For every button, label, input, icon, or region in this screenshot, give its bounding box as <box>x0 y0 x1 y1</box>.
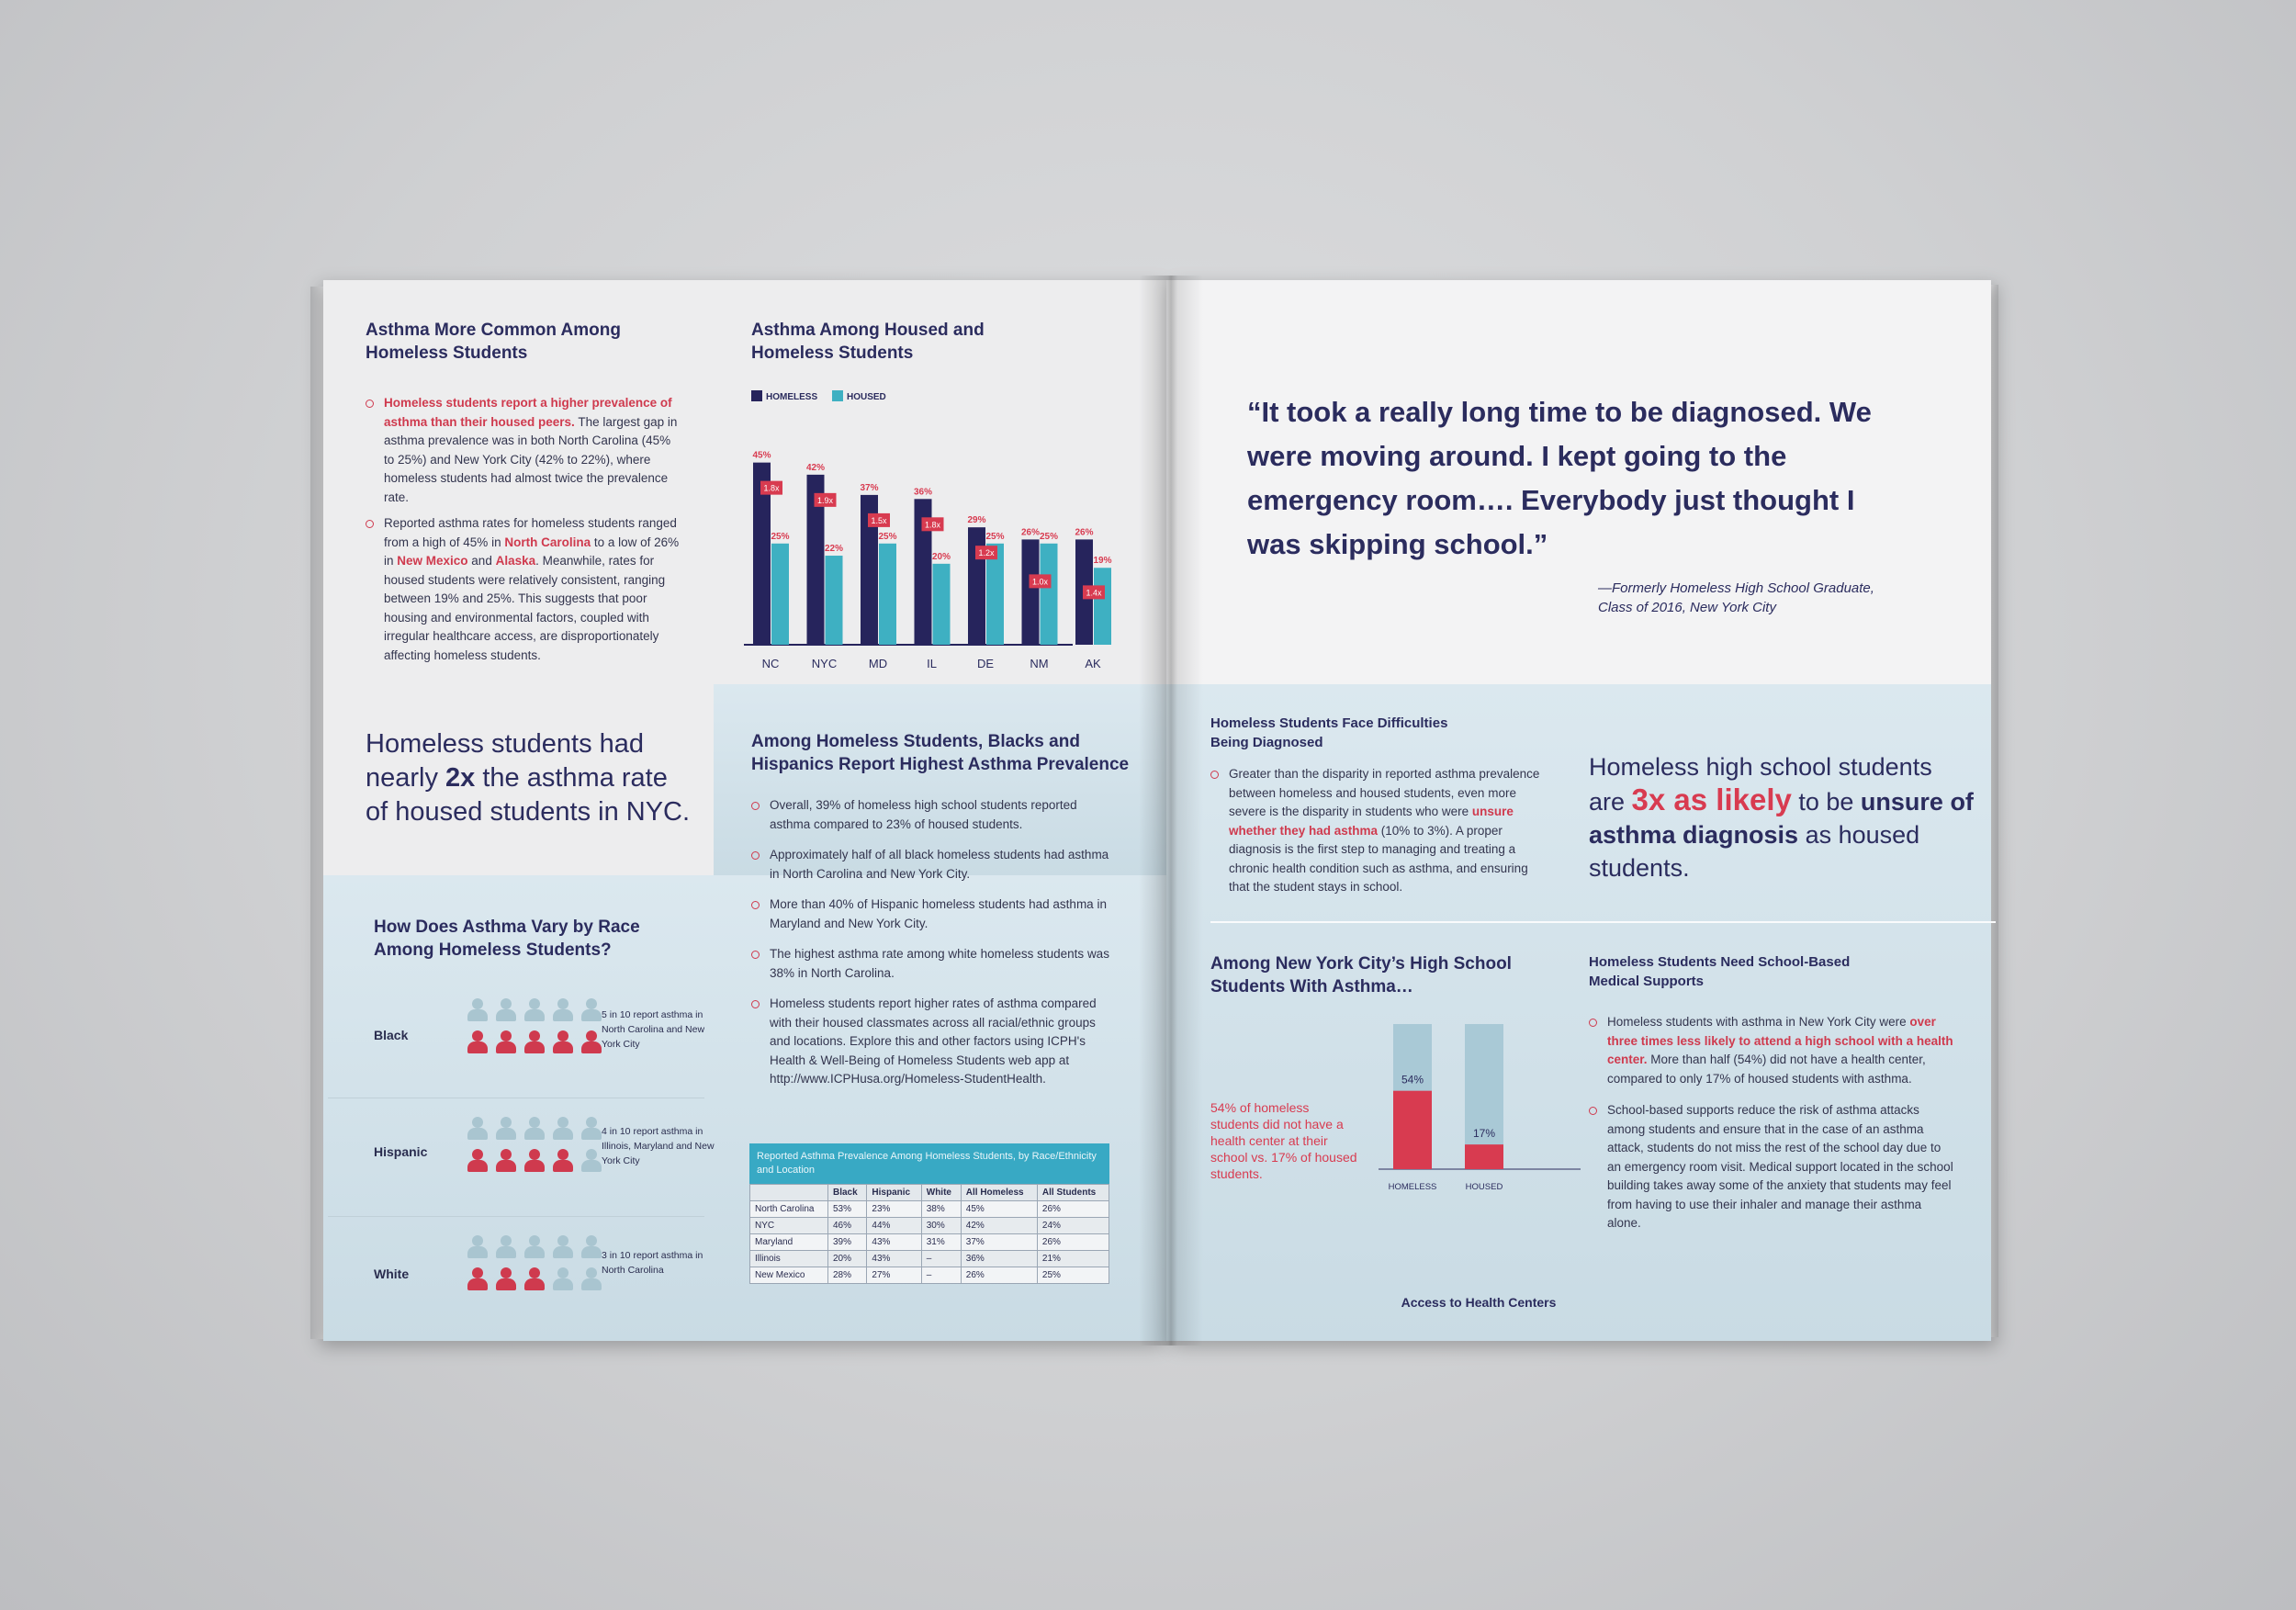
race-label-hispanic: Hispanic <box>374 1144 428 1159</box>
table-cell: 25% <box>1037 1267 1109 1284</box>
race-row-black <box>328 980 704 1098</box>
stat-text-a: Homeless students had nearly <box>366 729 645 793</box>
person-icon <box>580 1117 603 1139</box>
section-title-asthma-common: Asthma More Common Among Homeless Students <box>366 321 621 363</box>
person-icon <box>494 1117 518 1139</box>
ratio-label-DE: 1.2x <box>978 548 995 558</box>
bullet-2 <box>366 514 682 665</box>
category-label-MD: MD <box>868 657 888 670</box>
table-header-row <box>750 1185 1109 1201</box>
supports-text-a: Homeless students with asthma in New York City were <box>1607 1015 1910 1029</box>
person-icon-red <box>494 1267 518 1289</box>
divider <box>1210 921 1996 923</box>
diagnosed-text-a: Greater than the disparity in reported asthma prevalence between homeless and housed students, even more severe is the disparity in students who were <box>1229 767 1540 818</box>
table-header-cell <box>750 1185 828 1201</box>
value-label-homeless-DE: 29% <box>967 515 986 526</box>
quote-attribution <box>1598 579 1929 617</box>
section-title-blacks-hispanics: Among Homeless Students, Blacks and Hispanics Report Highest Asthma Prevalence <box>751 732 1130 774</box>
person-icon <box>551 998 575 1020</box>
table-cell: 46% <box>827 1218 866 1234</box>
race-label-white: White <box>374 1267 410 1281</box>
access-bar-chart <box>1373 1015 1584 1217</box>
bullet-white: The highest asthma rate among white homeless students was 38% in North Carolina. <box>751 945 1119 983</box>
bar-housed-IL <box>933 564 951 645</box>
bullet-black: Approximately half of all black homeless students had asthma in North Carolina and New York City. <box>751 846 1119 884</box>
left-page <box>323 280 1168 1341</box>
legend-housed-label: HOUSED <box>847 392 886 402</box>
bar-housed-NC <box>771 544 789 645</box>
value-label-housed-NC: 25% <box>771 531 790 542</box>
person-icon-red <box>466 1030 490 1053</box>
person-icon <box>551 1267 575 1289</box>
pictogram-hispanic <box>466 1117 613 1176</box>
value-label-housed-NYC: 22% <box>824 544 844 555</box>
access-value-HOUSED: 17% <box>1472 1127 1496 1141</box>
bullet-explore: Homeless students report higher rates of asthma compared with their housed classmates across all racial/ethnic groups and locations. Explore this and other factors using ICPH's Health & Well-Being of Homeless Students web app at http://www.ICPHusa.org/Homeless-StudentHealth. <box>751 995 1119 1089</box>
table-cell: 43% <box>867 1251 921 1267</box>
value-label-homeless-NC: 45% <box>752 450 771 461</box>
nyc-note: 54% of homeless students did not have a health center at their school vs. 17% of housed students. <box>1210 1100 1357 1181</box>
value-label-housed-MD: 25% <box>878 531 897 542</box>
category-label-DE: DE <box>976 657 995 670</box>
table-row <box>750 1267 1109 1284</box>
person-icon-red <box>523 1267 546 1289</box>
person-icon <box>494 1235 518 1257</box>
value-label-housed-AK: 19% <box>1093 556 1112 567</box>
category-label-AK: AK <box>1085 657 1101 670</box>
stat-2x-callout <box>366 727 696 829</box>
stat2-text-b: to be <box>1791 788 1861 816</box>
person-icon-red <box>523 1030 546 1053</box>
table-cell: Illinois <box>750 1251 828 1267</box>
access-category-HOMELESS: HOMELESS <box>1388 1182 1437 1192</box>
value-label-housed-DE: 25% <box>985 531 1005 542</box>
bullet-2-text-a: Reported asthma rates for homeless students ranged from a high of 45% in <box>384 516 677 549</box>
person-icon-red <box>466 1267 490 1289</box>
table-cell: 36% <box>961 1251 1037 1267</box>
bullet-2-text-d: . Meanwhile, rates for housed students were relatively consistent, ranging between 19% and 25%. This suggests that poor housing and environmental factors, coupled with irregular healthcare access, are disproportionately affecting homeless students. <box>384 554 666 662</box>
table-cell: 43% <box>867 1234 921 1251</box>
table-cell: 30% <box>921 1218 961 1234</box>
access-bar-HOMELESS <box>1393 1091 1432 1169</box>
person-icon-red <box>466 1149 490 1171</box>
diagnosed-text <box>1210 765 1546 905</box>
person-icon <box>551 1117 575 1139</box>
supports-text-b: More than half (54%) did not have a health center, compared to only 17% of housed students with asthma. <box>1607 1053 1926 1086</box>
table-row <box>750 1201 1109 1218</box>
table-cell: 31% <box>921 1234 961 1251</box>
diagnosed-bullet <box>1210 765 1546 897</box>
supports-bullet-1 <box>1589 1013 1956 1088</box>
person-icon <box>466 998 490 1020</box>
person-icon <box>523 998 546 1020</box>
attribution-line-2: Class of 2016, New York City <box>1598 600 1776 615</box>
table-cell: New Mexico <box>750 1267 828 1284</box>
table-cell: 37% <box>961 1234 1037 1251</box>
highlight-alaska: Alaska <box>495 554 536 568</box>
ratio-label-MD: 1.5x <box>871 515 887 525</box>
school-supports-text <box>1589 1013 1956 1241</box>
asthma-bar-chart <box>737 372 1112 684</box>
legend-homeless-label: HOMELESS <box>766 392 818 402</box>
bar-housed-NYC <box>826 556 843 645</box>
person-icon <box>580 1267 603 1289</box>
person-icon-red <box>580 1030 603 1053</box>
person-icon-red <box>494 1030 518 1053</box>
category-label-NM: NM <box>1030 657 1049 670</box>
table-cell: 26% <box>961 1267 1037 1284</box>
prevalence-table-box <box>749 1143 1109 1284</box>
table-cell: 21% <box>1037 1251 1109 1267</box>
table-header-cell: All Homeless <box>961 1185 1037 1201</box>
stat-3x-callout <box>1589 750 1975 884</box>
access-bar-HOUSED <box>1465 1144 1503 1169</box>
stat2-text-a: Homeless high school students are <box>1589 753 1932 816</box>
table-row <box>750 1218 1109 1234</box>
section-title-diagnosed: Homeless Students Face Difficulties Being Diagnosed <box>1210 715 1448 750</box>
table-header-cell: Hispanic <box>867 1185 921 1201</box>
bar-homeless-DE <box>968 527 985 645</box>
value-label-housed-NM: 25% <box>1039 531 1059 542</box>
race-rows <box>328 980 715 1334</box>
race-note-hispanic: 4 in 10 report asthma in Illinois, Maryland and New York City <box>602 1126 715 1166</box>
access-category-HOUSED: HOUSED <box>1465 1182 1503 1192</box>
ratio-label-AK: 1.4x <box>1086 588 1102 598</box>
table-cell: 27% <box>867 1267 921 1284</box>
table-cell: 23% <box>867 1201 921 1218</box>
person-icon <box>580 1149 603 1171</box>
right-page <box>1166 280 1991 1341</box>
bullet-1-highlight: Homeless students report a higher prevalence of asthma than their housed peers. <box>384 396 672 429</box>
person-icon-red <box>551 1149 575 1171</box>
value-label-homeless-MD: 37% <box>860 482 879 493</box>
pictogram-black <box>466 998 613 1057</box>
table-cell: NYC <box>750 1218 828 1234</box>
table-row <box>750 1234 1109 1251</box>
person-icon <box>494 998 518 1020</box>
race-label-black: Black <box>374 1028 409 1042</box>
race-note-black: 5 in 10 report asthma in North Carolina and New York City <box>602 1009 705 1050</box>
access-chart-title: Access to Health Centers <box>1401 1295 1557 1310</box>
highlight-north-carolina: North Carolina <box>504 535 591 549</box>
table-cell: 44% <box>867 1218 921 1234</box>
table-cell: 45% <box>961 1201 1037 1218</box>
legend-housed-swatch <box>832 390 843 401</box>
stat2-bold: unsure of asthma diagnosis <box>1589 788 1974 849</box>
diagnosed-highlight: unsure whether they had asthma <box>1229 805 1514 838</box>
diagnosed-text-b: (10% to 3%). A proper diagnosis is the first step to managing and treating a chronic health condition such as asthma, and ensuring that the student stays in school. <box>1229 823 1528 894</box>
race-section-title: How Does Asthma Vary by Race Among Homeless Students? <box>374 918 640 960</box>
category-label-NC: NC <box>761 657 780 670</box>
ratio-label-IL: 1.8x <box>924 520 941 530</box>
person-icon <box>466 1235 490 1257</box>
value-label-homeless-NM: 26% <box>1020 527 1041 538</box>
table-cell: Maryland <box>750 1234 828 1251</box>
asthma-common-text <box>366 394 682 672</box>
testimonial-quote: “It took a really long time to be diagnosed. We were moving around. I kept going to the emergency room…. Everybody just thought I was skipping school.” <box>1247 396 1872 560</box>
race-row-white <box>328 1217 704 1334</box>
table-cell: 38% <box>921 1201 961 1218</box>
table-cell: 24% <box>1037 1218 1109 1234</box>
person-icon-red <box>551 1030 575 1053</box>
highlight-new-mexico: New Mexico <box>397 554 468 568</box>
stat2-3x: 3x as likely <box>1631 782 1792 816</box>
bullet-overall: Overall, 39% of homeless high school students reported asthma compared to 23% of housed students. <box>751 796 1119 834</box>
table-cell: 42% <box>961 1218 1037 1234</box>
table-row <box>750 1251 1109 1267</box>
pictogram-white <box>466 1235 613 1294</box>
table-cell: 26% <box>1037 1234 1109 1251</box>
race-row-hispanic <box>328 1098 715 1217</box>
section-title-school-supports: Homeless Students Need School-Based Medical Supports <box>1589 954 1851 989</box>
attribution-line-1: —Formerly Homeless High School Graduate, <box>1598 580 1874 596</box>
ratio-label-NC: 1.8x <box>763 483 780 493</box>
table-cell: – <box>921 1267 961 1284</box>
table-cell: North Carolina <box>750 1201 828 1218</box>
bullet-2-text-c: and <box>467 554 496 568</box>
prevalence-table <box>749 1184 1109 1284</box>
person-icon-red <box>494 1149 518 1171</box>
table-cell: – <box>921 1251 961 1267</box>
bullet-2-text-b: to a low of 26% in <box>384 535 680 568</box>
table-header-cell: Black <box>827 1185 866 1201</box>
person-icon <box>466 1117 490 1139</box>
value-label-housed-IL: 20% <box>931 551 951 562</box>
stat-text-b: the asthma rate of housed students in NYC. <box>366 763 691 827</box>
blacks-hispanics-bullets <box>751 796 1119 1097</box>
bullet-1-text: The largest gap in asthma prevalence was in both North Carolina (45% to 25%) and New York City (42% to 22%), where homeless students had almost twice the prevalence rate. <box>384 414 678 504</box>
table-cell: 26% <box>1037 1201 1109 1218</box>
value-label-homeless-IL: 36% <box>913 487 933 498</box>
table-title: Reported Asthma Prevalence Among Homeless Students, by Race/Ethnicity and Location <box>749 1143 1109 1184</box>
bar-housed-MD <box>879 544 896 645</box>
legend-homeless-swatch <box>751 390 762 401</box>
table-cell: 20% <box>827 1251 866 1267</box>
stat-2x: 2x <box>445 763 476 793</box>
supports-highlight: over three times less likely to attend a high school with a health center. <box>1607 1015 1953 1066</box>
bar-homeless-NM <box>1022 539 1040 645</box>
person-icon <box>551 1235 575 1257</box>
category-label-IL: IL <box>927 657 937 670</box>
ratio-label-NYC: 1.9x <box>816 495 834 505</box>
bullet-1 <box>366 394 682 507</box>
bullet-hispanic: More than 40% of Hispanic homeless students had asthma in Maryland and New York City. <box>751 895 1119 933</box>
table-cell: 53% <box>827 1201 866 1218</box>
stat2-text-c: as housed students. <box>1589 821 1920 882</box>
chart-title: Asthma Among Housed and Homeless Students <box>751 321 985 363</box>
race-note-white: 3 in 10 report asthma in North Carolina <box>602 1250 703 1276</box>
access-value-HOMELESS: 54% <box>1401 1073 1424 1086</box>
table-cell: 39% <box>827 1234 866 1251</box>
table-header-cell: All Students <box>1037 1185 1109 1201</box>
table-cell: 28% <box>827 1267 866 1284</box>
bar-housed-NM <box>1041 544 1058 645</box>
category-label-NYC: NYC <box>811 657 838 670</box>
ratio-label-NM: 1.0x <box>1031 577 1049 587</box>
person-icon <box>580 998 603 1020</box>
value-label-homeless-NYC: 42% <box>805 462 826 473</box>
supports-bullet-2: School-based supports reduce the risk of asthma attacks among students and ensure that in the case of an asthma attack, students do not miss the rest of the school day due to an emergency room visit. Medical support located in the school building takes away some of the anxiety that students may feel from having to use their inhaler and manage their asthma alone. <box>1589 1101 1956 1233</box>
person-icon <box>523 1235 546 1257</box>
value-label-homeless-AK: 26% <box>1075 527 1094 538</box>
bar-housed-AK <box>1094 568 1111 645</box>
person-icon <box>523 1117 546 1139</box>
section-title-nyc: Among New York City’s High School Students With Asthma… <box>1210 954 1512 996</box>
person-icon-red <box>523 1149 546 1171</box>
table-header-cell: White <box>921 1185 961 1201</box>
person-icon <box>580 1235 603 1257</box>
